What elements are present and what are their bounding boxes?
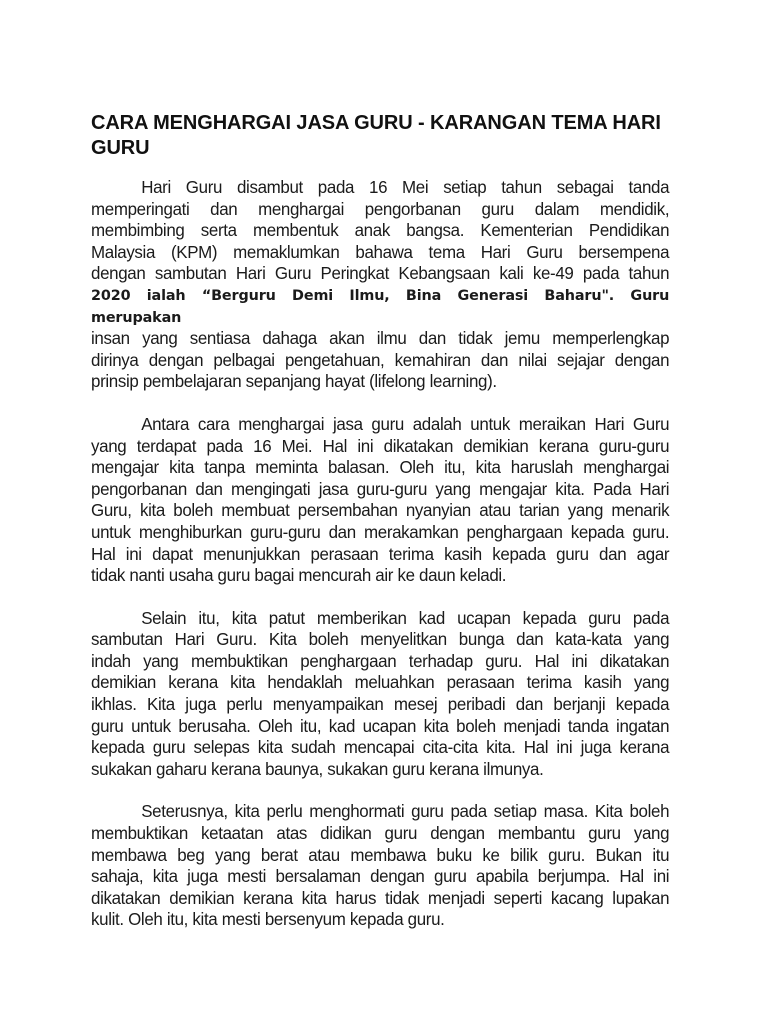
text-line: tidak nanti usaha guru bagai mencurah air ke daun keladi. xyxy=(91,565,507,586)
text-line: demikian kerana kita hendaklah meluahkan perasaan terima kasih yang xyxy=(91,672,670,693)
text-line: Seterusnya, kita perlu menghormati guru pada setiap masa. Kita boleh xyxy=(141,801,670,822)
text-line: pengorbanan dan mengingati jasa guru-guru yang mengajar kita. Pada Hari xyxy=(91,478,670,499)
text-line: Malaysia (KPM) memaklumkan bahawa tema Hari Guru bersempena xyxy=(91,241,670,262)
paragraph-hari-guru-intro xyxy=(91,177,669,393)
text-line: untuk menghiburkan guru-guru dan merakamkan penghargaan kepada guru. xyxy=(91,521,670,542)
text-line: membuktikan ketaatan atas didikan guru dengan membantu guru yang xyxy=(91,823,670,844)
document-page xyxy=(91,111,678,952)
text-line: dirinya dengan pelbagai pengetahuan, kemahiran dan nilai sejajar dengan xyxy=(91,349,670,370)
text-line: Hari Guru disambut pada 16 Mei setiap tahun sebagai tanda xyxy=(141,177,670,197)
text-line: memperingati dan menghargai pengorbanan guru dalam mendidik, xyxy=(91,198,670,219)
text-line: sahaja, kita juga mesti bersalaman dengan guru apabila berjumpa. Hal ini xyxy=(91,866,670,887)
text-line: membawa beg yang berat atau membawa buku ke bilik guru. Bukan itu xyxy=(91,844,670,865)
title-line: GURU xyxy=(91,137,150,159)
paragraph-kad-ucapan xyxy=(91,608,669,781)
text-line: kepada guru selepas kita sudah mencapai cita-cita kita. Hal ini juga kerana xyxy=(91,737,670,758)
paragraph-raikan-hari-guru xyxy=(91,414,669,587)
document-title xyxy=(91,111,678,161)
text-line: Guru, kita boleh membuat persembahan nyanyian atau tarian yang menarik xyxy=(91,500,670,521)
title-line: CARA MENGHARGAI JASA GURU - KARANGAN TEMA HARI xyxy=(91,112,661,134)
text-line: dikatakan demikian kerana kita harus tidak menjadi seperti kacang lupakan xyxy=(91,887,670,908)
text-line: mengajar kita tanpa meminta balasan. Oleh itu, kita haruslah menghargai xyxy=(91,457,670,478)
text-line: sukakan gaharu kerana baunya, sukakan guru kerana ilmunya. xyxy=(91,758,544,779)
text-line: insan yang sentiasa dahaga akan ilmu dan tidak jemu memperlengkap xyxy=(91,328,670,349)
text-line: sambutan Hari Guru. Kita boleh menyelitkan bunga dan kata-kata yang xyxy=(91,629,670,650)
text-line: membimbing serta membentuk anak bangsa. Kementerian Pendidikan xyxy=(91,220,670,241)
text-line: Antara cara menghargai jasa guru adalah untuk meraikan Hari Guru xyxy=(141,413,670,434)
text-line: Selain itu, kita patut memberikan kad ucapan kepada guru pada xyxy=(141,607,670,628)
text-line: ikhlas. Kita juga perlu menyampaikan mesej peribadi dan berjanji kepada xyxy=(91,694,670,715)
text-line: indah yang membuktikan penghargaan terhadap guru. Hal ini dikatakan xyxy=(91,650,670,671)
text-line-theme: 2020 ialah “Berguru Demi Ilmu, Bina Generasi Baharu". Guru merupakan xyxy=(91,286,670,326)
text-line: dengan sambutan Hari Guru Peringkat Kebangsaan kali ke-49 pada tahun xyxy=(91,263,670,284)
text-line: kulit. Oleh itu, kita mesti bersenyum kepada guru. xyxy=(91,909,445,930)
paragraph-hormati-guru xyxy=(91,801,669,931)
text-line: guru untuk berusaha. Oleh itu, kad ucapan kita boleh menjadi tanda ingatan xyxy=(91,715,670,736)
text-line: Hal ini dapat menunjukkan perasaan terima kasih kepada guru dan agar xyxy=(91,543,670,564)
text-line: yang terdapat pada 16 Mei. Hal ini dikatakan demikian kerana guru-guru xyxy=(91,435,670,456)
text-line: prinsip pembelajaran sepanjang hayat (lifelong learning). xyxy=(91,371,497,392)
